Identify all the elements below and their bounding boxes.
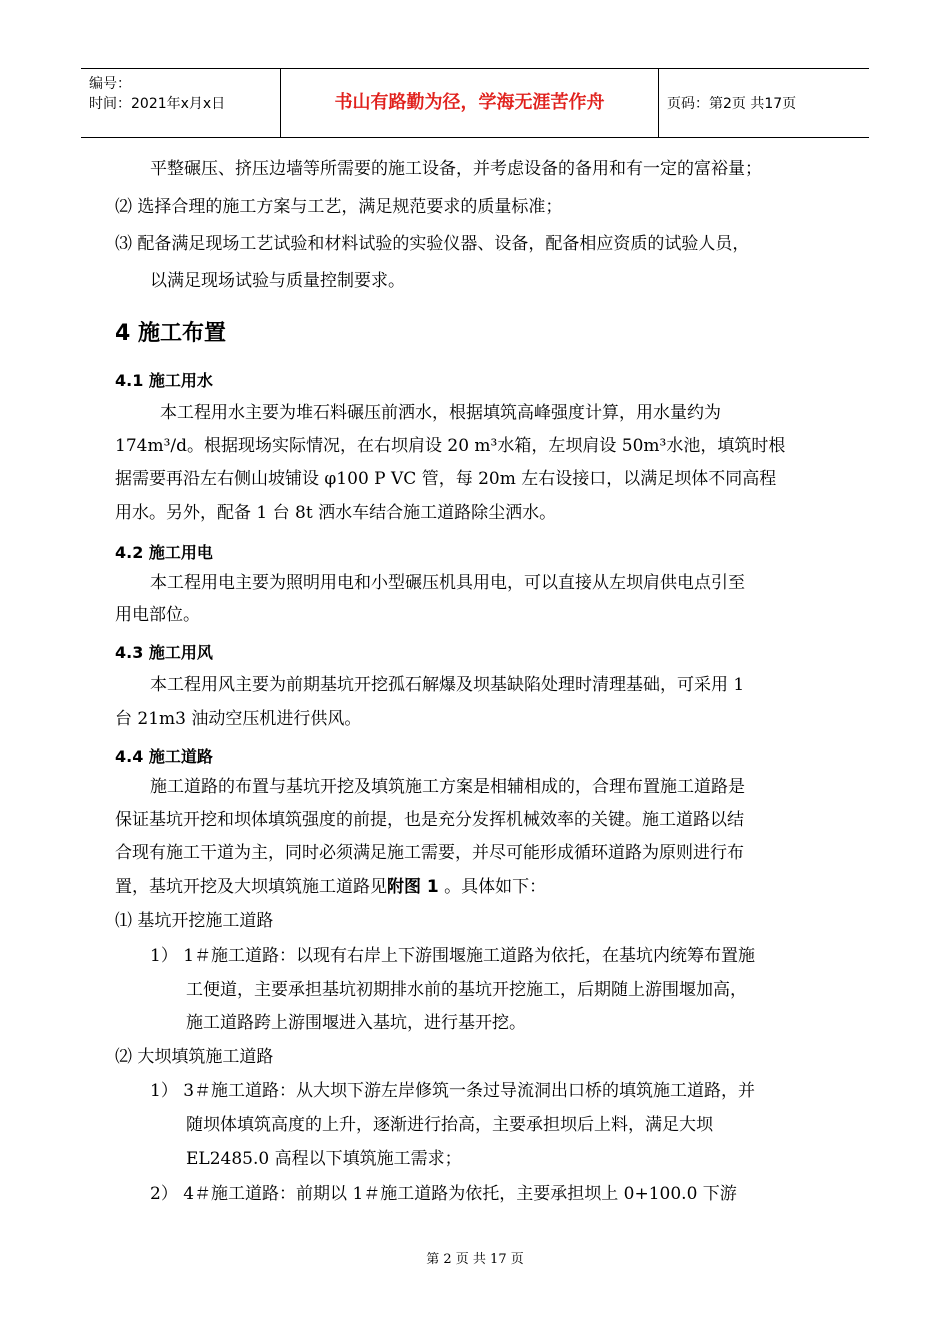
list-item: ⑵ 选择合理的施工方案与工艺，满足规范要求的质量标准； [115, 197, 563, 217]
header-divider [658, 69, 659, 137]
document-date: 时间：2021年x月x日 [89, 96, 226, 112]
paragraph-line: 以满足现场试验与质量控制要求。 [150, 271, 405, 291]
paragraph-line: 保证基坑开挖和坝体填筑强度的前提，也是充分发挥机械效率的关键。施工道路以结 [115, 810, 744, 830]
paragraph-line: 用水。另外，配备 1 台 8t 洒水车结合施工道路除尘洒水。 [115, 503, 557, 523]
document-number-label: 编号： [89, 76, 131, 92]
list-item-continuation: 施工道路跨上游围堰进入基坑，进行基开挖。 [186, 1013, 526, 1033]
subsection-heading: 4.3 施工用风 [115, 643, 213, 662]
paragraph-line: 合现有施工干道为主，同时必须满足施工需要，并尽可能形成循环道路为原则进行布 [115, 843, 744, 863]
subsection-heading: 4.1 施工用水 [115, 371, 213, 390]
paragraph-line: 据需要再沿左右侧山坡铺设 φ100 P VC 管，每 20m 左右设接口，以满足坝体不同高程 [115, 469, 777, 489]
paragraph-line: 用电部位。 [115, 605, 200, 625]
paragraph-line: 平整碾压、挤压边墙等所需要的施工设备，并考虑设备的备用和有一定的富裕量； [150, 159, 762, 179]
page-header [81, 68, 869, 138]
subsection-heading: 4.2 施工用电 [115, 543, 213, 562]
paragraph-line: 本工程用电主要为照明用电和小型碾压机具用电，可以直接从左坝肩供电点引至 [150, 573, 745, 593]
text-run: 置，基坑开挖及大坝填筑施工道路见 [115, 877, 387, 897]
paragraph-line [115, 872, 546, 902]
figure-reference: 附图 1 [387, 877, 439, 897]
section-heading: 4 施工布置 [115, 321, 226, 346]
page-footer: 第 2 页 共 17 页 [426, 1252, 524, 1267]
paragraph-line: 台 21m3 油动空压机进行供风。 [115, 709, 362, 729]
list-item: ⑶ 配备满足现场工艺试验和材料试验的实验仪器、设备，配备相应资质的试验人员， [115, 234, 750, 254]
list-item: 2） 4＃施工道路：前期以 1＃施工道路为依托，主要承担坝上 0+100.0 下游 [150, 1184, 737, 1204]
header-motto: 书山有路勤为径，学海无涯苦作舟 [334, 92, 605, 113]
list-item-continuation: EL2485.0 高程以下填筑施工需求； [186, 1149, 462, 1169]
paragraph-line: 本工程用风主要为前期基坑开挖孤石解爆及坝基缺陷处理时清理基础，可采用 1 [150, 675, 745, 695]
list-item: ⑴ 基坑开挖施工道路 [115, 911, 274, 931]
list-item-continuation: 工便道，主要承担基坑初期排水前的基坑开挖施工，后期随上游围堰加高， [186, 980, 747, 1000]
text-run: 。具体如下： [438, 877, 547, 897]
header-page-indicator: 页码：第2页 共17页 [667, 96, 797, 112]
list-item: 1） 1＃施工道路：以现有右岸上下游围堰施工道路为依托，在基坑内统筹布置施 [150, 946, 756, 966]
list-item-continuation: 随坝体填筑高度的上升，逐渐进行抬高，主要承担坝后上料，满足大坝 [186, 1115, 713, 1135]
list-item: ⑵ 大坝填筑施工道路 [115, 1047, 274, 1067]
subsection-heading: 4.4 施工道路 [115, 747, 213, 766]
paragraph-line: 施工道路的布置与基坑开挖及填筑施工方案是相辅相成的，合理布置施工道路是 [150, 777, 745, 797]
paragraph-line: 本工程用水主要为堆石料碾压前洒水，根据填筑高峰强度计算，用水量约为 [160, 403, 721, 423]
paragraph-line: 174m³/d。根据现场实际情况，在右坝肩设 20 m³水箱，左坝肩设 50m³水池，填筑时根 [115, 436, 786, 456]
list-item: 1） 3＃施工道路：从大坝下游左岸修筑一条过导流洞出口桥的填筑施工道路，并 [150, 1081, 756, 1101]
